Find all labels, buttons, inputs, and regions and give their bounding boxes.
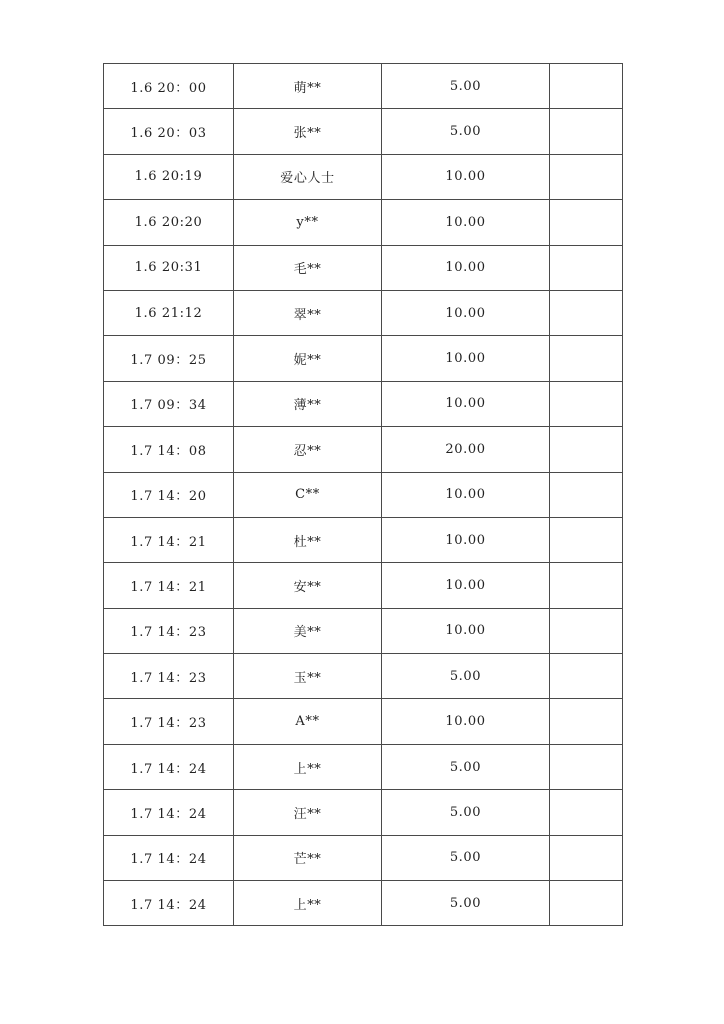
amount-cell: 5.00 — [382, 744, 550, 789]
time-cell: 1.7 14：21 — [104, 563, 234, 608]
table-row — [104, 654, 623, 699]
note-cell — [550, 381, 623, 426]
name-cell: 安** — [234, 563, 382, 608]
time-cell: 1.6 20:31 — [104, 245, 234, 290]
table-row — [104, 835, 623, 880]
time-cell: 1.7 14：24 — [104, 744, 234, 789]
name-cell: C** — [234, 472, 382, 517]
amount-cell: 10.00 — [382, 563, 550, 608]
amount-cell: 5.00 — [382, 109, 550, 154]
table-row — [104, 744, 623, 789]
amount-cell: 5.00 — [382, 64, 550, 109]
name-cell: y** — [234, 200, 382, 245]
table-row — [104, 699, 623, 744]
note-cell — [550, 245, 623, 290]
name-cell: 美** — [234, 608, 382, 653]
name-cell: 毛** — [234, 245, 382, 290]
time-cell: 1.7 14：24 — [104, 790, 234, 835]
time-cell: 1.7 09：25 — [104, 336, 234, 381]
note-cell — [550, 654, 623, 699]
amount-cell: 10.00 — [382, 336, 550, 381]
amount-cell: 10.00 — [382, 699, 550, 744]
name-cell: 萌** — [234, 64, 382, 109]
note-cell — [550, 790, 623, 835]
note-cell — [550, 744, 623, 789]
time-cell: 1.7 14：23 — [104, 654, 234, 699]
table-row — [104, 517, 623, 562]
name-cell: 上** — [234, 881, 382, 926]
time-cell: 1.6 20：03 — [104, 109, 234, 154]
note-cell — [550, 109, 623, 154]
amount-cell: 10.00 — [382, 200, 550, 245]
name-cell: A** — [234, 699, 382, 744]
note-cell — [550, 563, 623, 608]
table-row — [104, 472, 623, 517]
time-cell: 1.6 20：00 — [104, 64, 234, 109]
amount-cell: 10.00 — [382, 608, 550, 653]
amount-cell: 10.00 — [382, 154, 550, 199]
donation-table — [103, 63, 623, 926]
table-row — [104, 336, 623, 381]
time-cell: 1.7 09：34 — [104, 381, 234, 426]
table-row — [104, 790, 623, 835]
note-cell — [550, 517, 623, 562]
amount-cell: 10.00 — [382, 381, 550, 426]
time-cell: 1.7 14：23 — [104, 608, 234, 653]
note-cell — [550, 608, 623, 653]
time-cell: 1.6 21:12 — [104, 290, 234, 335]
note-cell — [550, 699, 623, 744]
amount-cell: 5.00 — [382, 654, 550, 699]
table-row — [104, 608, 623, 653]
table-row — [104, 427, 623, 472]
note-cell — [550, 64, 623, 109]
time-cell: 1.7 14：20 — [104, 472, 234, 517]
table-row — [104, 154, 623, 199]
table-row — [104, 563, 623, 608]
time-cell: 1.7 14：23 — [104, 699, 234, 744]
amount-cell: 20.00 — [382, 427, 550, 472]
note-cell — [550, 472, 623, 517]
name-cell: 玉** — [234, 654, 382, 699]
note-cell — [550, 835, 623, 880]
amount-cell: 5.00 — [382, 835, 550, 880]
amount-cell: 10.00 — [382, 472, 550, 517]
time-cell: 1.7 14：08 — [104, 427, 234, 472]
table-row — [104, 109, 623, 154]
time-cell: 1.6 20:20 — [104, 200, 234, 245]
time-cell: 1.7 14：24 — [104, 881, 234, 926]
name-cell: 张** — [234, 109, 382, 154]
note-cell — [550, 154, 623, 199]
table-row — [104, 200, 623, 245]
note-cell — [550, 427, 623, 472]
name-cell: 芒** — [234, 835, 382, 880]
table-row — [104, 290, 623, 335]
note-cell — [550, 200, 623, 245]
amount-cell: 10.00 — [382, 245, 550, 290]
name-cell: 爱心人士 — [234, 154, 382, 199]
name-cell: 妮** — [234, 336, 382, 381]
name-cell: 翠** — [234, 290, 382, 335]
amount-cell: 10.00 — [382, 517, 550, 562]
time-cell: 1.7 14：24 — [104, 835, 234, 880]
table-row — [104, 881, 623, 926]
table-row — [104, 245, 623, 290]
amount-cell: 5.00 — [382, 881, 550, 926]
name-cell: 薄** — [234, 381, 382, 426]
time-cell: 1.7 14：21 — [104, 517, 234, 562]
note-cell — [550, 881, 623, 926]
name-cell: 忍** — [234, 427, 382, 472]
note-cell — [550, 290, 623, 335]
amount-cell: 5.00 — [382, 790, 550, 835]
table-row — [104, 64, 623, 109]
name-cell: 汪** — [234, 790, 382, 835]
donation-table-body — [104, 64, 623, 926]
amount-cell: 10.00 — [382, 290, 550, 335]
name-cell: 上** — [234, 744, 382, 789]
name-cell: 杜** — [234, 517, 382, 562]
note-cell — [550, 336, 623, 381]
table-row — [104, 381, 623, 426]
time-cell: 1.6 20:19 — [104, 154, 234, 199]
